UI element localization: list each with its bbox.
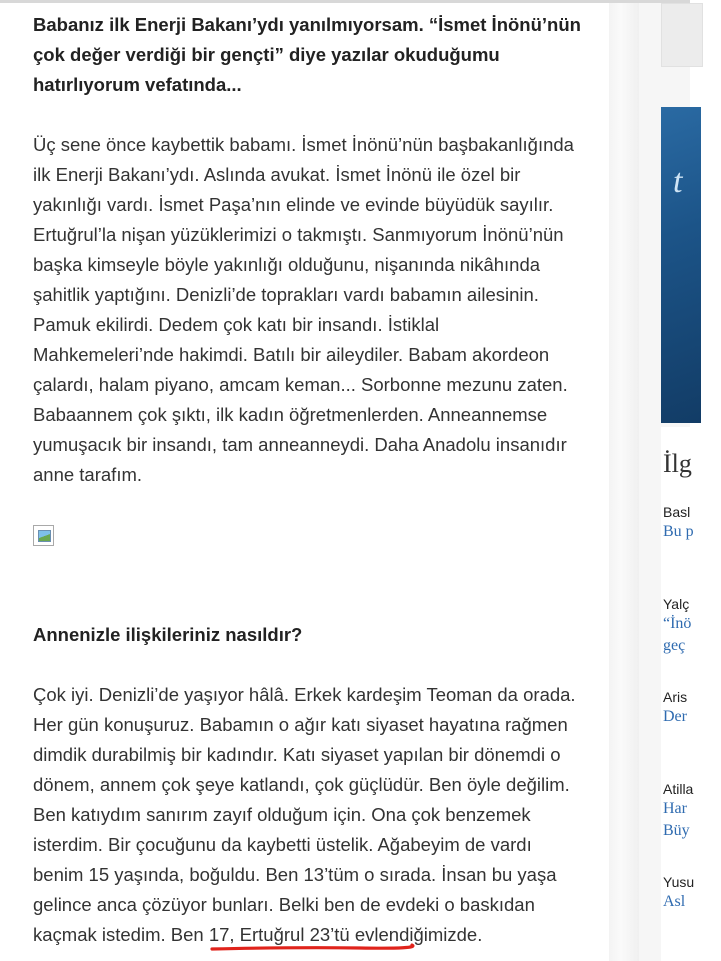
related-link[interactable]: Büy: [663, 822, 690, 839]
answer-1-line: şahitlik yaptığını. Denizli’de toprakları vardı babamın ailesinin.: [33, 284, 539, 305]
related-link[interactable]: Bu p: [663, 523, 694, 540]
answer-1-line: Pamuk ekilirdi. Dedem çok katı bir insandı. İstiklal: [33, 314, 440, 335]
question-1-line: hatırlıyorum vefatında...: [33, 74, 242, 95]
content-sidebar-divider: [609, 3, 639, 961]
related-link[interactable]: Der: [663, 708, 687, 725]
answer-2-line: gelince anca çözüyor bunları. Belki ben de evdeki o baskıdan: [33, 894, 535, 915]
answer-2-line: dimdik durabilmiş bir kadındır. Katı siyaset yapılan bir dönemdi o: [33, 744, 561, 765]
answer-1-line: Ertuğrul’la nişan yüzüklerimizi o takmıştı. Sanmıyorum İnönü’nün: [33, 224, 564, 245]
sidebar-ad-box: [661, 3, 703, 67]
related-link[interactable]: geç: [663, 637, 686, 654]
answer-2-line: Ben katıydım sanırım zayıf olduğum için. Ona çok benzemek: [33, 804, 531, 825]
article-body: [0, 3, 608, 961]
answer-2-line: Her gün konuşuruz. Babamın o ağır katı siyaset hayatına rağmen: [33, 714, 568, 735]
related-author: Basl: [663, 504, 691, 520]
related-author: Yusu: [663, 874, 695, 890]
sidebar-banner-text: t: [673, 163, 683, 200]
question-1-line: çok değer verdiği bir gençti” diye yazılar okuduğumu: [33, 44, 500, 65]
answer-1-line: ilk Enerji Bakanı’ydı. Aslında avukat. İsmet İnönü ile özel bir: [33, 164, 521, 185]
question-1-line: Babanız ilk Enerji Bakanı’ydı yanılmıyorsam. “İsmet İnönü’nün: [33, 14, 581, 35]
answer-1-line: yumuşacık bir insandı, tam anneanneydi. Daha Anadolu insanıdır: [33, 434, 567, 455]
answer-2-line: benim 15 yaşında, boğuldu. Ben 13’tüm o sırada. İnsan bu yaşa: [33, 864, 557, 885]
answer-2-line: dönem, annem çok şeye katlandı, çok güçlüdür. Ben öyle değilim.: [33, 774, 570, 795]
related-author: Aris: [663, 689, 688, 705]
answer-1-line: Mahkemeleri’nde hakimdi. Batılı bir aileydiler. Babam akordeon: [33, 344, 550, 365]
related-author: Yalç: [663, 596, 690, 612]
answer-1-line: başka kimseyle böyle yakınlığı olduğunu, nişanında nikâhında: [33, 254, 541, 275]
answer-1-line: çalardı, halam piyano, amcam keman... Sorbonne mezunu zaten.: [33, 374, 568, 395]
red-underline-annotation: [0, 3, 608, 961]
answer-2-line: kaçmak istedim. Ben 17, Ertuğrul 23’tü evlendiğimizde.: [33, 924, 483, 945]
answer-2-line: isterdim. Bir çocuğunu da kaybetti üstelik. Ağabeyim de vardı: [33, 834, 532, 855]
related-link[interactable]: “İnö: [663, 615, 692, 632]
related-link[interactable]: Har: [663, 800, 687, 817]
answer-1-line: anne tarafım.: [33, 464, 143, 485]
sidebar-banner-image[interactable]: [661, 107, 701, 423]
related-author: Atilla: [663, 781, 694, 797]
answer-1-line: Üç sene önce kaybettik babamı. İsmet İnönü’nün başbakanlığında: [33, 134, 574, 155]
sidebar: [639, 3, 695, 961]
answer-1-line: yakınlığı vardı. İsmet Paşa’nın elinde ve evinde büyüdük sayılır.: [33, 194, 554, 215]
answer-1-line: Babaannem çok şıktı, ilk kadın öğretmenlerden. Anneannemse: [33, 404, 548, 425]
related-link[interactable]: Asl: [663, 893, 686, 910]
answer-2-line: Çok iyi. Denizli’de yaşıyor hâlâ. Erkek kardeşim Teoman da orada.: [33, 684, 576, 705]
related-section-title: İlg: [663, 449, 692, 478]
question-2: Annenizle ilişkileriniz nasıldır?: [33, 624, 303, 645]
